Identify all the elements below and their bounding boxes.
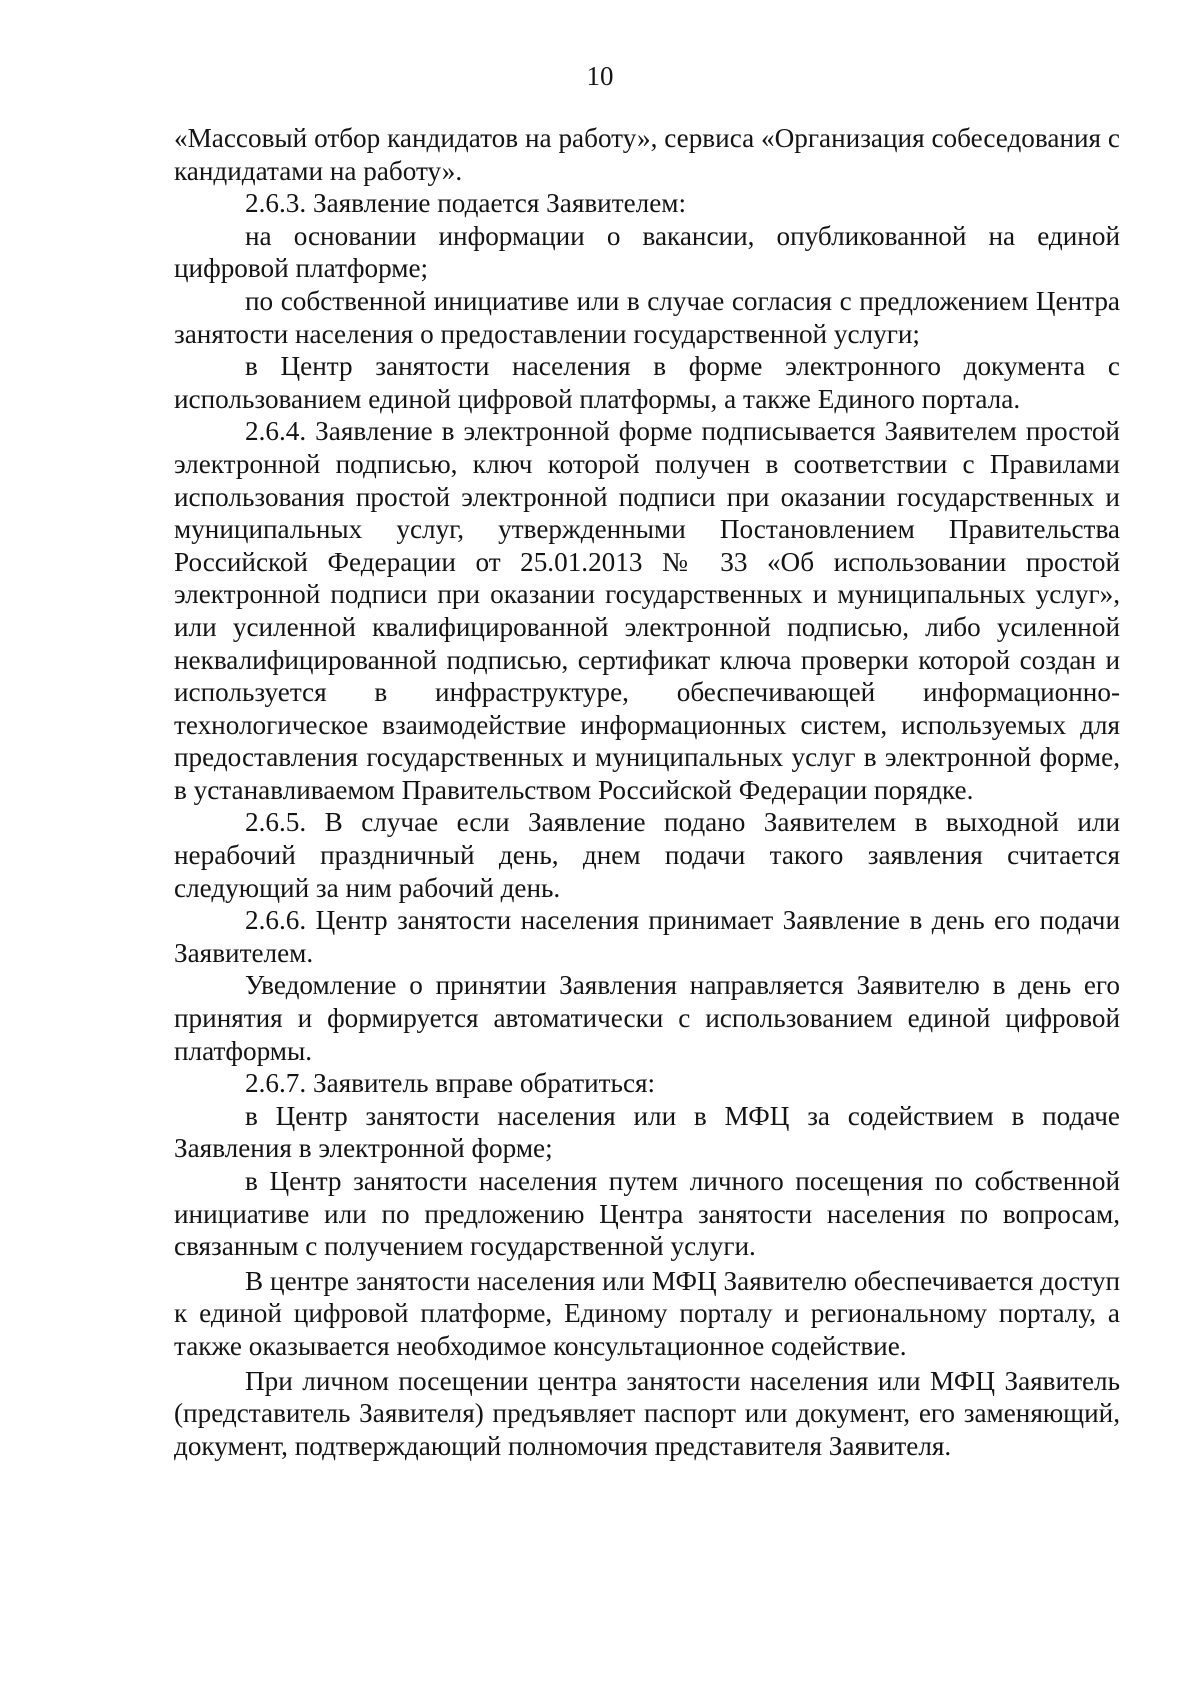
document-body	[174, 122, 1120, 1462]
paragraph-2-6-7: 2.6.7. Заявитель вправе обратиться:	[245, 1068, 656, 1099]
paragraph-continuation: «Массовый отбор кандидатов на работу», сервиса «Организация собеседования с кандидатами на работу».	[174, 123, 1120, 186]
paragraph-access: В центре занятости населения или МФЦ Заявителю обеспечивается доступ к единой цифровой платформе, Единому порталу и региональному порталу, а также оказывается необходимое консультационное содействие.	[174, 1265, 1120, 1361]
paragraph-2-6-7-item-2: в Центр занятости населения путем личного посещения по собственной инициативе или по предложению Центра занятости населения по вопросам, связанным с получением государственной услуги.	[174, 1166, 1120, 1262]
paragraph-2-6-3-item-1: на основании информации о вакансии, опубликованной на единой цифровой платформе;	[174, 220, 1120, 284]
paragraph-2-6-6: 2.6.6. Центр занятости населения принимает Заявление в день его подачи Заявителем.	[174, 905, 1120, 968]
paragraph-2-6-4: 2.6.4. Заявление в электронной форме подписывается Заявителем простой электронной подписью, ключ которой получен в соответствии с Правилами использования простой электронной подписи при оказании государственных и муниципальных услуг, утвержденными Постановлением Правительства Российской Федерации от 25.01.2013 № 33 «Об использовании простой электронной подписи при оказании государственных и муниципальных услуг», или усиленной квалифицированной электронной подписью, либо усиленной неквалифицированной подписью, сертификат ключа проверки которой создан и используется в инфраструктуре, обеспечивающей информационно-технологическое взаимодействие информационных систем, используемых для предоставления государственных и муниципальных услуг в электронной форме, в устанавливаемом Правительством Российской Федерации порядке.	[174, 416, 1120, 805]
paragraph-notification: Уведомление о принятии Заявления направляется Заявителю в день его принятия и формируется автоматически с использованием единой цифровой платформы.	[174, 970, 1120, 1066]
page-number: 10	[586, 61, 614, 91]
paragraph-2-6-7-item-1: в Центр занятости населения или в МФЦ за содействием в подаче Заявления в электронной форме;	[174, 1100, 1120, 1164]
paragraph-2-6-3-item-2: по собственной инициативе или в случае согласия с предложением Центра занятости населения о предоставлении государственной услуги;	[174, 285, 1120, 349]
paragraph-2-6-5: 2.6.5. В случае если Заявление подано Заявителем в выходной или нерабочий праздничный день, днем подачи такого заявления считается следующий за ним рабочий день.	[174, 807, 1120, 903]
paragraph-personal-visit: При личном посещении центра занятости населения или МФЦ Заявитель (представитель Заявителя) предъявляет паспорт или документ, его заменяющий, документ, подтверждающий полномочия представителя Заявителя.	[174, 1365, 1120, 1461]
paragraph-2-6-3: 2.6.3. Заявление подается Заявителем:	[245, 188, 687, 219]
paragraph-2-6-3-item-3: в Центр занятости населения в форме электронного документа с использованием единой цифровой платформы, а также Единого портала.	[174, 351, 1120, 414]
